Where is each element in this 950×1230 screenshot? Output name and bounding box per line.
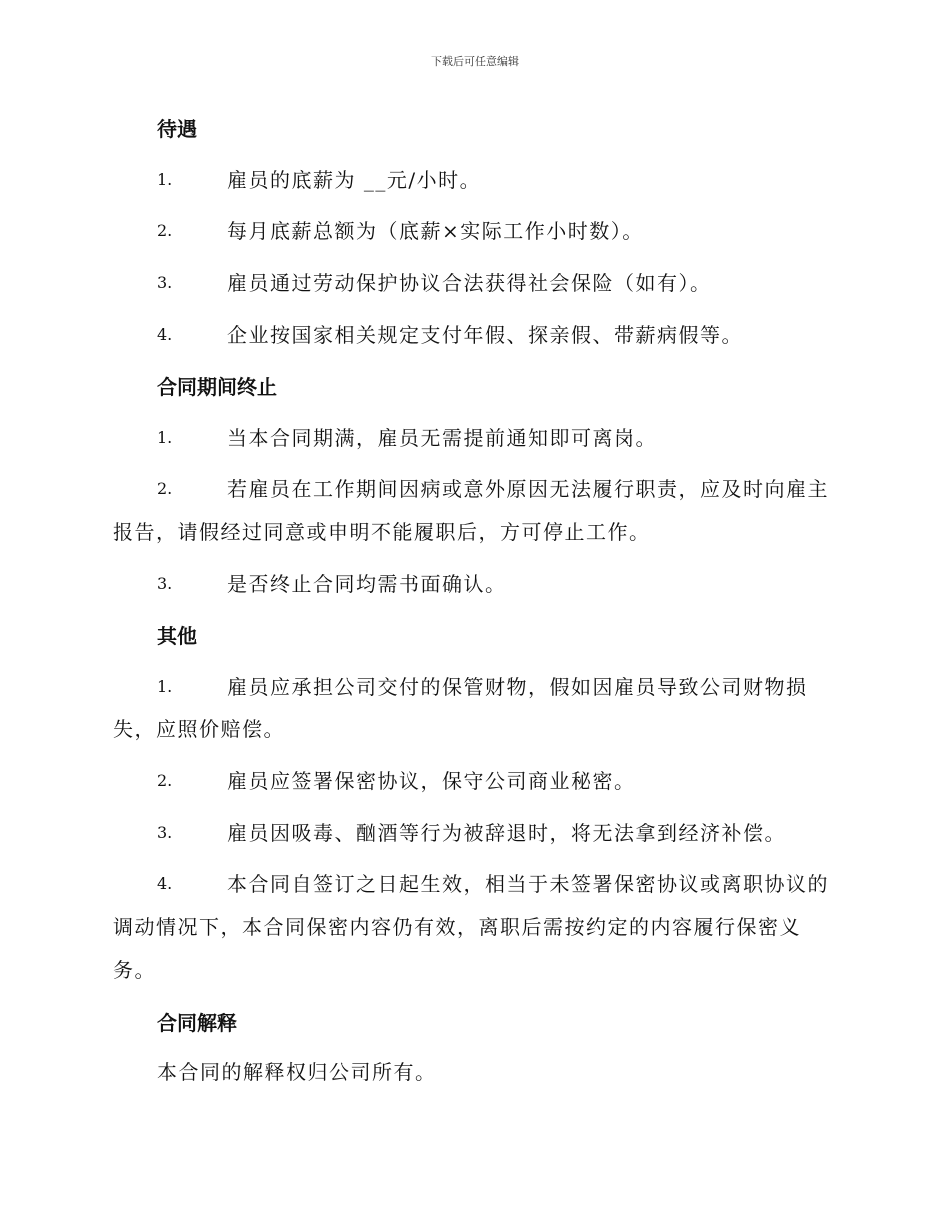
page-header: 下载后可任意编辑 <box>431 55 519 68</box>
section-title-other: 其他 <box>157 624 197 648</box>
item-number: 3. <box>157 273 173 292</box>
item-number: 2. <box>157 221 173 240</box>
list-item <box>0 320 950 350</box>
item-number: 1. <box>157 170 173 189</box>
item-number: 3. <box>157 574 173 593</box>
section-title-interpretation: 合同解释 <box>157 1011 237 1035</box>
item-text: 若雇员在工作期间因病或意外原因无法履行职责，应及时向雇主 <box>227 477 829 501</box>
item-number: 2. <box>157 479 173 498</box>
list-item <box>0 423 950 453</box>
item-text-continuation: 调动情况下，本合同保密内容仍有效，离职后需按约定的内容履行保密义 <box>113 915 801 939</box>
list-item <box>0 216 950 246</box>
list-item <box>0 766 950 796</box>
list-item <box>0 818 950 848</box>
item-text: 企业按国家相关规定支付年假、探亲假、带薪病假等。 <box>227 323 743 347</box>
item-text-continuation: 报告，请假经过同意或申明不能履职后，方可停止工作。 <box>113 520 651 544</box>
item-text: 雇员的底薪为 __元/小时。 <box>227 168 482 192</box>
list-item <box>0 869 950 899</box>
item-number: 3. <box>157 823 173 842</box>
list-item <box>0 268 950 298</box>
list-item <box>0 165 950 195</box>
item-number: 1. <box>157 677 173 696</box>
list-item <box>0 672 950 702</box>
list-item <box>0 474 950 504</box>
item-number: 2. <box>157 771 173 790</box>
section-title-termination: 合同期间终止 <box>157 375 277 399</box>
item-number: 4. <box>157 874 173 893</box>
list-item <box>0 569 950 599</box>
item-text: 雇员因吸毒、酗酒等行为被辞退时，将无法拿到经济补偿。 <box>227 821 786 845</box>
paragraph-text: 本合同的解释权归公司所有。 <box>157 1060 437 1084</box>
item-text: 每月底薪总额为（底薪×实际工作小时数）。 <box>227 219 644 243</box>
item-number: 4. <box>157 325 173 344</box>
item-text: 雇员应承担公司交付的保管财物，假如因雇员导致公司财物损 <box>227 675 808 699</box>
item-text: 本合同自签订之日起生效，相当于未签署保密协议或离职协议的 <box>227 872 829 896</box>
section-title-treatment: 待遇 <box>157 117 197 141</box>
item-number: 1. <box>157 428 173 447</box>
item-text: 雇员通过劳动保护协议合法获得社会保险（如有）。 <box>227 271 712 295</box>
item-text: 是否终止合同均需书面确认。 <box>227 572 507 596</box>
item-text: 雇员应签署保密协议，保守公司商业秘密。 <box>227 769 636 793</box>
item-text-continuation: 失，应照价赔偿。 <box>113 717 285 741</box>
item-text-continuation: 务。 <box>113 958 156 982</box>
item-text: 当本合同期满，雇员无需提前通知即可离岗。 <box>227 426 657 450</box>
